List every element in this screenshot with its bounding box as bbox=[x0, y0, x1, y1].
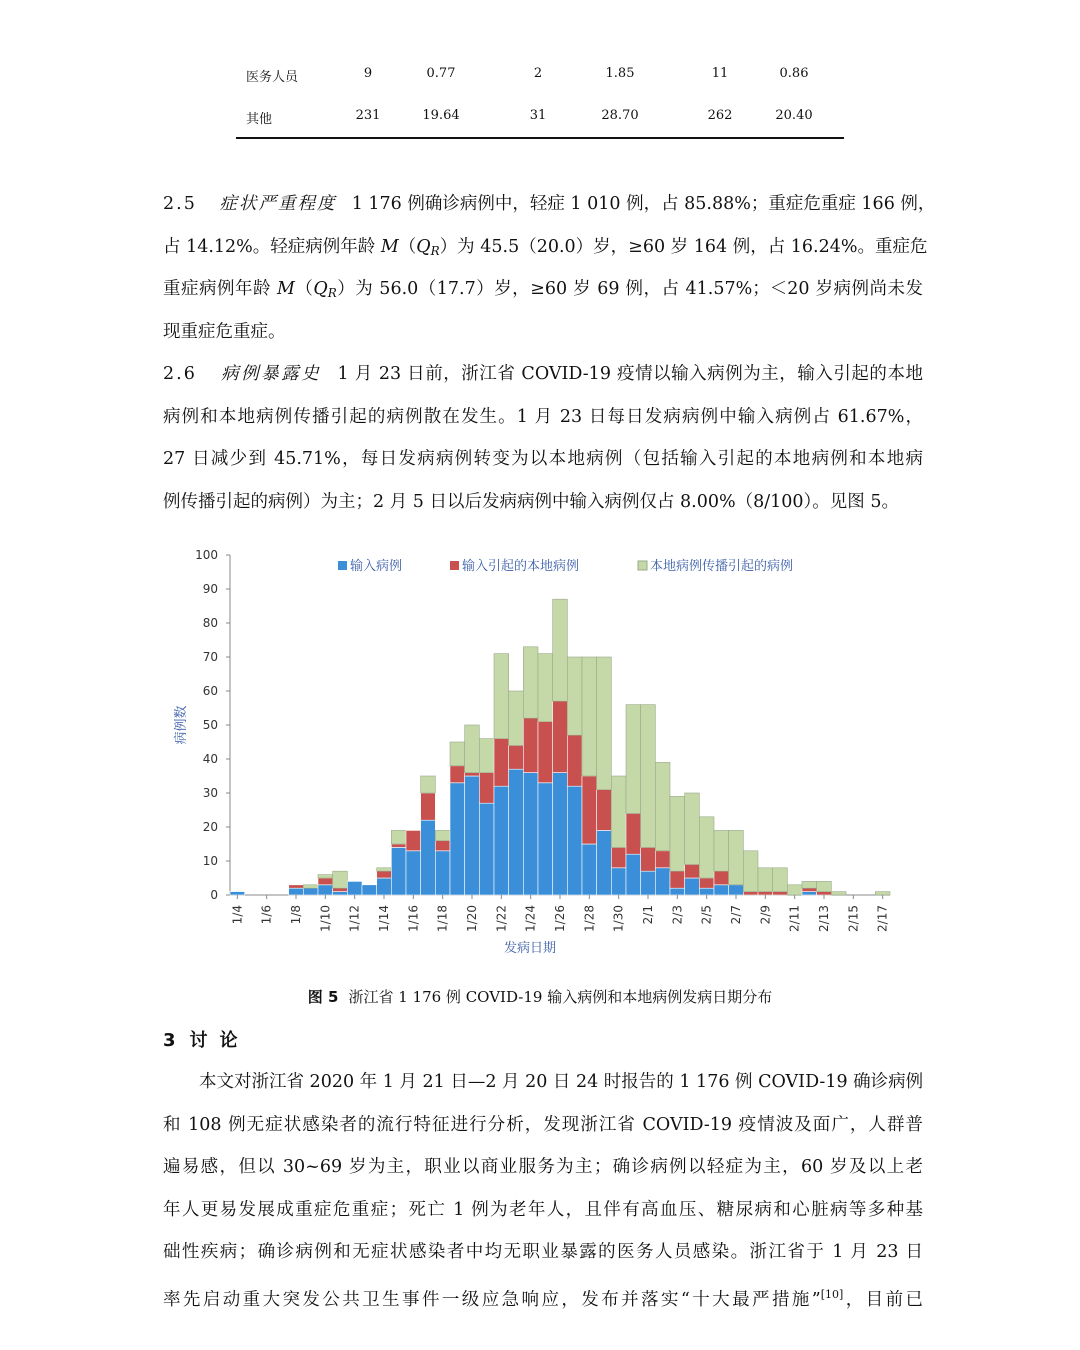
bar-segment bbox=[773, 868, 788, 892]
bar-segment bbox=[758, 892, 773, 895]
x-tick-label: 1/28 bbox=[582, 905, 597, 932]
legend-label: 输入引起的本地病例 bbox=[462, 559, 580, 574]
section-title: 病例暴露史 bbox=[221, 364, 322, 384]
bar-segment bbox=[670, 871, 685, 888]
bar-segment bbox=[743, 851, 758, 892]
bar-segment bbox=[377, 868, 392, 871]
section-3-heading bbox=[163, 1026, 250, 1052]
bar-segment bbox=[729, 830, 744, 884]
bar-segment bbox=[318, 885, 333, 895]
data-table bbox=[236, 50, 844, 140]
bar-segment bbox=[670, 796, 685, 871]
bar-segment bbox=[465, 725, 480, 773]
table-cell: 0.77 bbox=[426, 66, 456, 81]
table-cell: 0.86 bbox=[779, 66, 809, 81]
bar-segment bbox=[655, 868, 670, 895]
bar-segment bbox=[802, 888, 817, 891]
x-tick-label: 1/22 bbox=[494, 905, 509, 932]
bar-segment bbox=[538, 654, 553, 722]
bar-segment bbox=[787, 885, 802, 895]
bar-segment bbox=[626, 813, 641, 854]
bar-segment bbox=[362, 885, 377, 895]
section-2-6 bbox=[163, 353, 923, 523]
table-cell: 19.64 bbox=[422, 108, 460, 123]
bar-segment bbox=[289, 888, 304, 895]
bar-segment bbox=[391, 844, 406, 847]
x-tick-label: 1/18 bbox=[435, 905, 450, 932]
bar-segment bbox=[303, 885, 318, 888]
bar-segment bbox=[567, 735, 582, 786]
x-tick-label: 1/12 bbox=[347, 905, 362, 932]
bar-segment bbox=[641, 871, 656, 895]
bar-segment bbox=[421, 793, 436, 820]
bar-segment bbox=[465, 776, 480, 895]
bar-segment bbox=[406, 851, 421, 895]
bar-segment bbox=[685, 864, 700, 878]
bar-segment bbox=[611, 776, 626, 847]
paragraph-line: 和 108 例无症状感染者的流行特征进行分析，发现浙江省 COVID-19 疫情波及面广，人群普 bbox=[163, 1114, 923, 1135]
bar-segment bbox=[817, 881, 832, 891]
x-tick-label: 2/11 bbox=[787, 905, 802, 932]
bar-segment bbox=[333, 871, 348, 888]
paragraph-line: 1 月 23 日前，浙江省 COVID-19 疫情以输入病例为主，输入引起的本地 bbox=[337, 364, 923, 384]
bar-segment bbox=[641, 705, 656, 848]
bar-segment bbox=[699, 817, 714, 878]
y-tick-label: 80 bbox=[202, 616, 218, 630]
section-heading bbox=[163, 364, 337, 384]
table-cell: 9 bbox=[363, 66, 373, 81]
bar-segment bbox=[494, 739, 509, 787]
y-tick-label: 10 bbox=[202, 854, 218, 868]
paragraph-line: 27 日减少到 45.71%，每日发病病例转变为以本地病例（包括输入引起的本地病例和本地病 bbox=[163, 449, 923, 469]
section-number: 2.5 bbox=[163, 194, 197, 214]
bar-segment bbox=[479, 773, 494, 804]
x-tick-label: 1/20 bbox=[465, 905, 479, 932]
bar-segment bbox=[582, 657, 597, 776]
figure-caption bbox=[0, 986, 1080, 1007]
y-tick-label: 40 bbox=[202, 752, 218, 766]
bar-segment bbox=[333, 892, 348, 895]
bar-segment bbox=[567, 657, 582, 735]
bar-segment bbox=[406, 830, 421, 850]
table-cell: 医务人员 bbox=[246, 70, 299, 85]
paragraph-line: 现重症危重症。 bbox=[163, 321, 286, 342]
figure-label: 图 5 bbox=[307, 988, 339, 1006]
table-row bbox=[236, 66, 844, 96]
section-number: 3 bbox=[163, 1030, 176, 1051]
table-cell: 262 bbox=[707, 108, 733, 123]
bar-segment bbox=[450, 783, 465, 895]
section-2-5 bbox=[163, 183, 936, 353]
bar-segment bbox=[553, 701, 568, 772]
bar-segment bbox=[465, 773, 480, 776]
y-tick-label: 70 bbox=[202, 650, 218, 664]
bar-segment bbox=[289, 885, 304, 888]
bar-segment bbox=[538, 783, 553, 895]
bar-segment bbox=[597, 657, 612, 790]
section-title: 讨论 bbox=[189, 1030, 250, 1051]
bar-segment bbox=[714, 830, 729, 871]
paragraph-line: 病例和本地病例传播引起的病例散在发生。1 月 23 日每日发病病例中输入病例占 61.67%， bbox=[163, 406, 923, 427]
x-tick-label: 2/9 bbox=[758, 905, 773, 925]
bar-segment bbox=[553, 599, 568, 701]
bar-segment bbox=[685, 878, 700, 895]
bar-segment bbox=[494, 654, 509, 739]
bar-segment bbox=[597, 830, 612, 895]
paragraph-line: 重症病例年龄 $M(Q_R)$为 56.0（17.7）岁，≥60 岁 69 例，占 41.57%；＜20 岁病例尚未发 bbox=[163, 279, 924, 300]
bar-segment bbox=[391, 847, 406, 895]
bar-segment bbox=[435, 830, 450, 840]
paragraph-line: 本文对浙江省 2020 年 1 月 21 日—2 月 20 日 24 时报告的 1 176 例 COVID-19 确诊病例 bbox=[199, 1072, 924, 1092]
x-tick-label: 1/14 bbox=[377, 905, 391, 932]
bar-segment bbox=[303, 888, 318, 895]
bar-segment bbox=[494, 786, 509, 895]
stacked-bar-chart bbox=[160, 540, 900, 960]
table-cell: 28.70 bbox=[601, 108, 639, 123]
y-tick-label: 50 bbox=[202, 718, 218, 732]
table-cell: 31 bbox=[529, 108, 547, 123]
bar-segment bbox=[391, 830, 406, 844]
bar-segment bbox=[523, 718, 538, 772]
bar-segment bbox=[421, 776, 436, 793]
bar-segment bbox=[626, 705, 641, 814]
legend-label: 输入病例 bbox=[350, 559, 403, 574]
bar-segment bbox=[479, 739, 494, 773]
bar-segment bbox=[509, 745, 524, 769]
y-tick-label: 30 bbox=[202, 786, 218, 800]
bar-segment bbox=[435, 851, 450, 895]
bar-segment bbox=[230, 892, 245, 895]
bar-segment bbox=[641, 847, 656, 871]
legend-swatch bbox=[338, 561, 347, 570]
bar-segment bbox=[611, 847, 626, 867]
x-tick-label: 2/13 bbox=[817, 905, 831, 932]
bar-segment bbox=[875, 892, 890, 895]
figure-caption-text: 浙江省 1 176 例 COVID-19 输入病例和本地病例发病日期分布 bbox=[348, 988, 773, 1006]
x-tick-label: 2/3 bbox=[670, 905, 685, 925]
bar-segment bbox=[582, 776, 597, 844]
x-tick-label: 2/7 bbox=[729, 905, 743, 925]
legend-label: 本地病例传播引起的病例 bbox=[650, 559, 794, 574]
section-heading bbox=[163, 194, 352, 214]
table-bottom-rule bbox=[236, 137, 844, 139]
bar-segment bbox=[626, 854, 641, 895]
y-tick-label: 20 bbox=[202, 820, 218, 834]
bar-segment bbox=[450, 742, 465, 766]
bar-segment bbox=[655, 762, 670, 850]
bar-segment bbox=[435, 841, 450, 851]
bar-segment bbox=[685, 793, 700, 864]
bar-segment bbox=[421, 820, 436, 895]
x-tick-label: 1/16 bbox=[406, 905, 421, 932]
y-tick-label: 60 bbox=[202, 684, 218, 698]
section-3-body bbox=[163, 1061, 923, 1316]
y-tick-label: 100 bbox=[195, 548, 218, 562]
bar-segment bbox=[318, 878, 333, 885]
bar-segment bbox=[714, 871, 729, 885]
table-cell: 11 bbox=[711, 66, 729, 81]
bar-segment bbox=[523, 773, 538, 895]
paragraph-line: 率先启动重大突发公共卫生事件一级应急响应，发布并落实“十大最严措施”[10]，目前已 bbox=[163, 1287, 924, 1310]
x-tick-label: 1/4 bbox=[230, 905, 245, 925]
section-number: 2.6 bbox=[163, 364, 197, 384]
x-tick-label: 1/8 bbox=[289, 905, 303, 925]
y-axis-label: 病例数 bbox=[174, 705, 189, 745]
x-tick-label: 1/24 bbox=[523, 905, 538, 932]
paragraph-line: 1 176 例确诊病例中，轻症 1 010 例，占 85.88%；重症危重症 166 例， bbox=[351, 194, 936, 214]
paragraph-line: 占 14.12%。轻症病例年龄 $M(Q_R)$为 45.5（20.0）岁，≥60 岁 164 例，占 16.24%。重症危 bbox=[163, 236, 928, 258]
table-cell: 1.85 bbox=[605, 66, 635, 81]
bar-segment bbox=[773, 892, 788, 895]
bar-segment bbox=[377, 871, 392, 878]
legend-swatch bbox=[450, 561, 459, 570]
legend-swatch bbox=[638, 561, 647, 570]
x-tick-label: 1/26 bbox=[553, 905, 567, 932]
section-title: 症状严重程度 bbox=[219, 194, 337, 214]
paragraph-line: 例传播引起的病例）为主；2 月 5 日以后发病病例中输入病例仅占 8.00%（8/100）。见图 5。 bbox=[163, 491, 899, 512]
bar-segment bbox=[655, 851, 670, 868]
bar-segment bbox=[611, 868, 626, 895]
bar-segment bbox=[333, 888, 348, 891]
bar-segment bbox=[743, 892, 758, 895]
bar-segment bbox=[479, 803, 494, 895]
x-tick-label: 2/1 bbox=[641, 905, 655, 925]
x-tick-label: 2/17 bbox=[875, 905, 890, 932]
bar-segment bbox=[714, 885, 729, 895]
table-cell: 其他 bbox=[246, 112, 273, 127]
bar-segment bbox=[802, 881, 817, 888]
bar-segment bbox=[817, 892, 832, 895]
bar-segment bbox=[831, 892, 846, 895]
bar-segment bbox=[523, 647, 538, 718]
x-tick-label: 1/10 bbox=[318, 905, 333, 932]
bar-segment bbox=[347, 881, 362, 895]
y-tick-label: 0 bbox=[210, 888, 218, 902]
paragraph-line: 础性疾病；确诊病例和无症状感染者中均无职业暴露的医务人员感染。浙江省于 1 月 23 日 bbox=[163, 1242, 923, 1262]
bar-segment bbox=[582, 844, 597, 895]
bar-segment bbox=[758, 868, 773, 892]
paragraph-line: 遍易感，但以 30~69 岁为主，职业以商业服务为主；确诊病例以轻症为主，60 岁及以上老 bbox=[163, 1157, 923, 1177]
table-row bbox=[236, 108, 844, 138]
x-tick-label: 1/30 bbox=[611, 905, 626, 932]
table-cell: 2 bbox=[533, 66, 543, 81]
x-axis-label: 发病日期 bbox=[503, 941, 557, 956]
x-tick-label: 2/15 bbox=[846, 905, 861, 932]
x-tick-label: 2/5 bbox=[699, 905, 714, 925]
paragraph-line: 年人更易发展成重症危重症；死亡 1 例为老年人，且伴有高血压、糖尿病和心脏病等多种基 bbox=[163, 1199, 923, 1220]
bar-segment bbox=[802, 892, 817, 895]
bar-segment bbox=[553, 773, 568, 895]
y-tick-label: 90 bbox=[202, 582, 218, 596]
bar-segment bbox=[670, 888, 685, 895]
bar-segment bbox=[509, 769, 524, 895]
bar-segment bbox=[318, 875, 333, 878]
table-cell: 20.40 bbox=[775, 108, 813, 123]
x-tick-label: 1/6 bbox=[259, 905, 274, 925]
bar-segment bbox=[567, 786, 582, 895]
bar-segment bbox=[699, 878, 714, 888]
citation[interactable]: [10] bbox=[820, 1287, 844, 1301]
bar-segment bbox=[509, 691, 524, 745]
bar-segment bbox=[450, 766, 465, 783]
bar-segment bbox=[597, 790, 612, 831]
table-cell: 231 bbox=[355, 108, 381, 123]
bar-segment bbox=[538, 722, 553, 783]
bar-segment bbox=[377, 878, 392, 895]
bar-segment bbox=[699, 888, 714, 895]
bar-segment bbox=[729, 885, 744, 895]
